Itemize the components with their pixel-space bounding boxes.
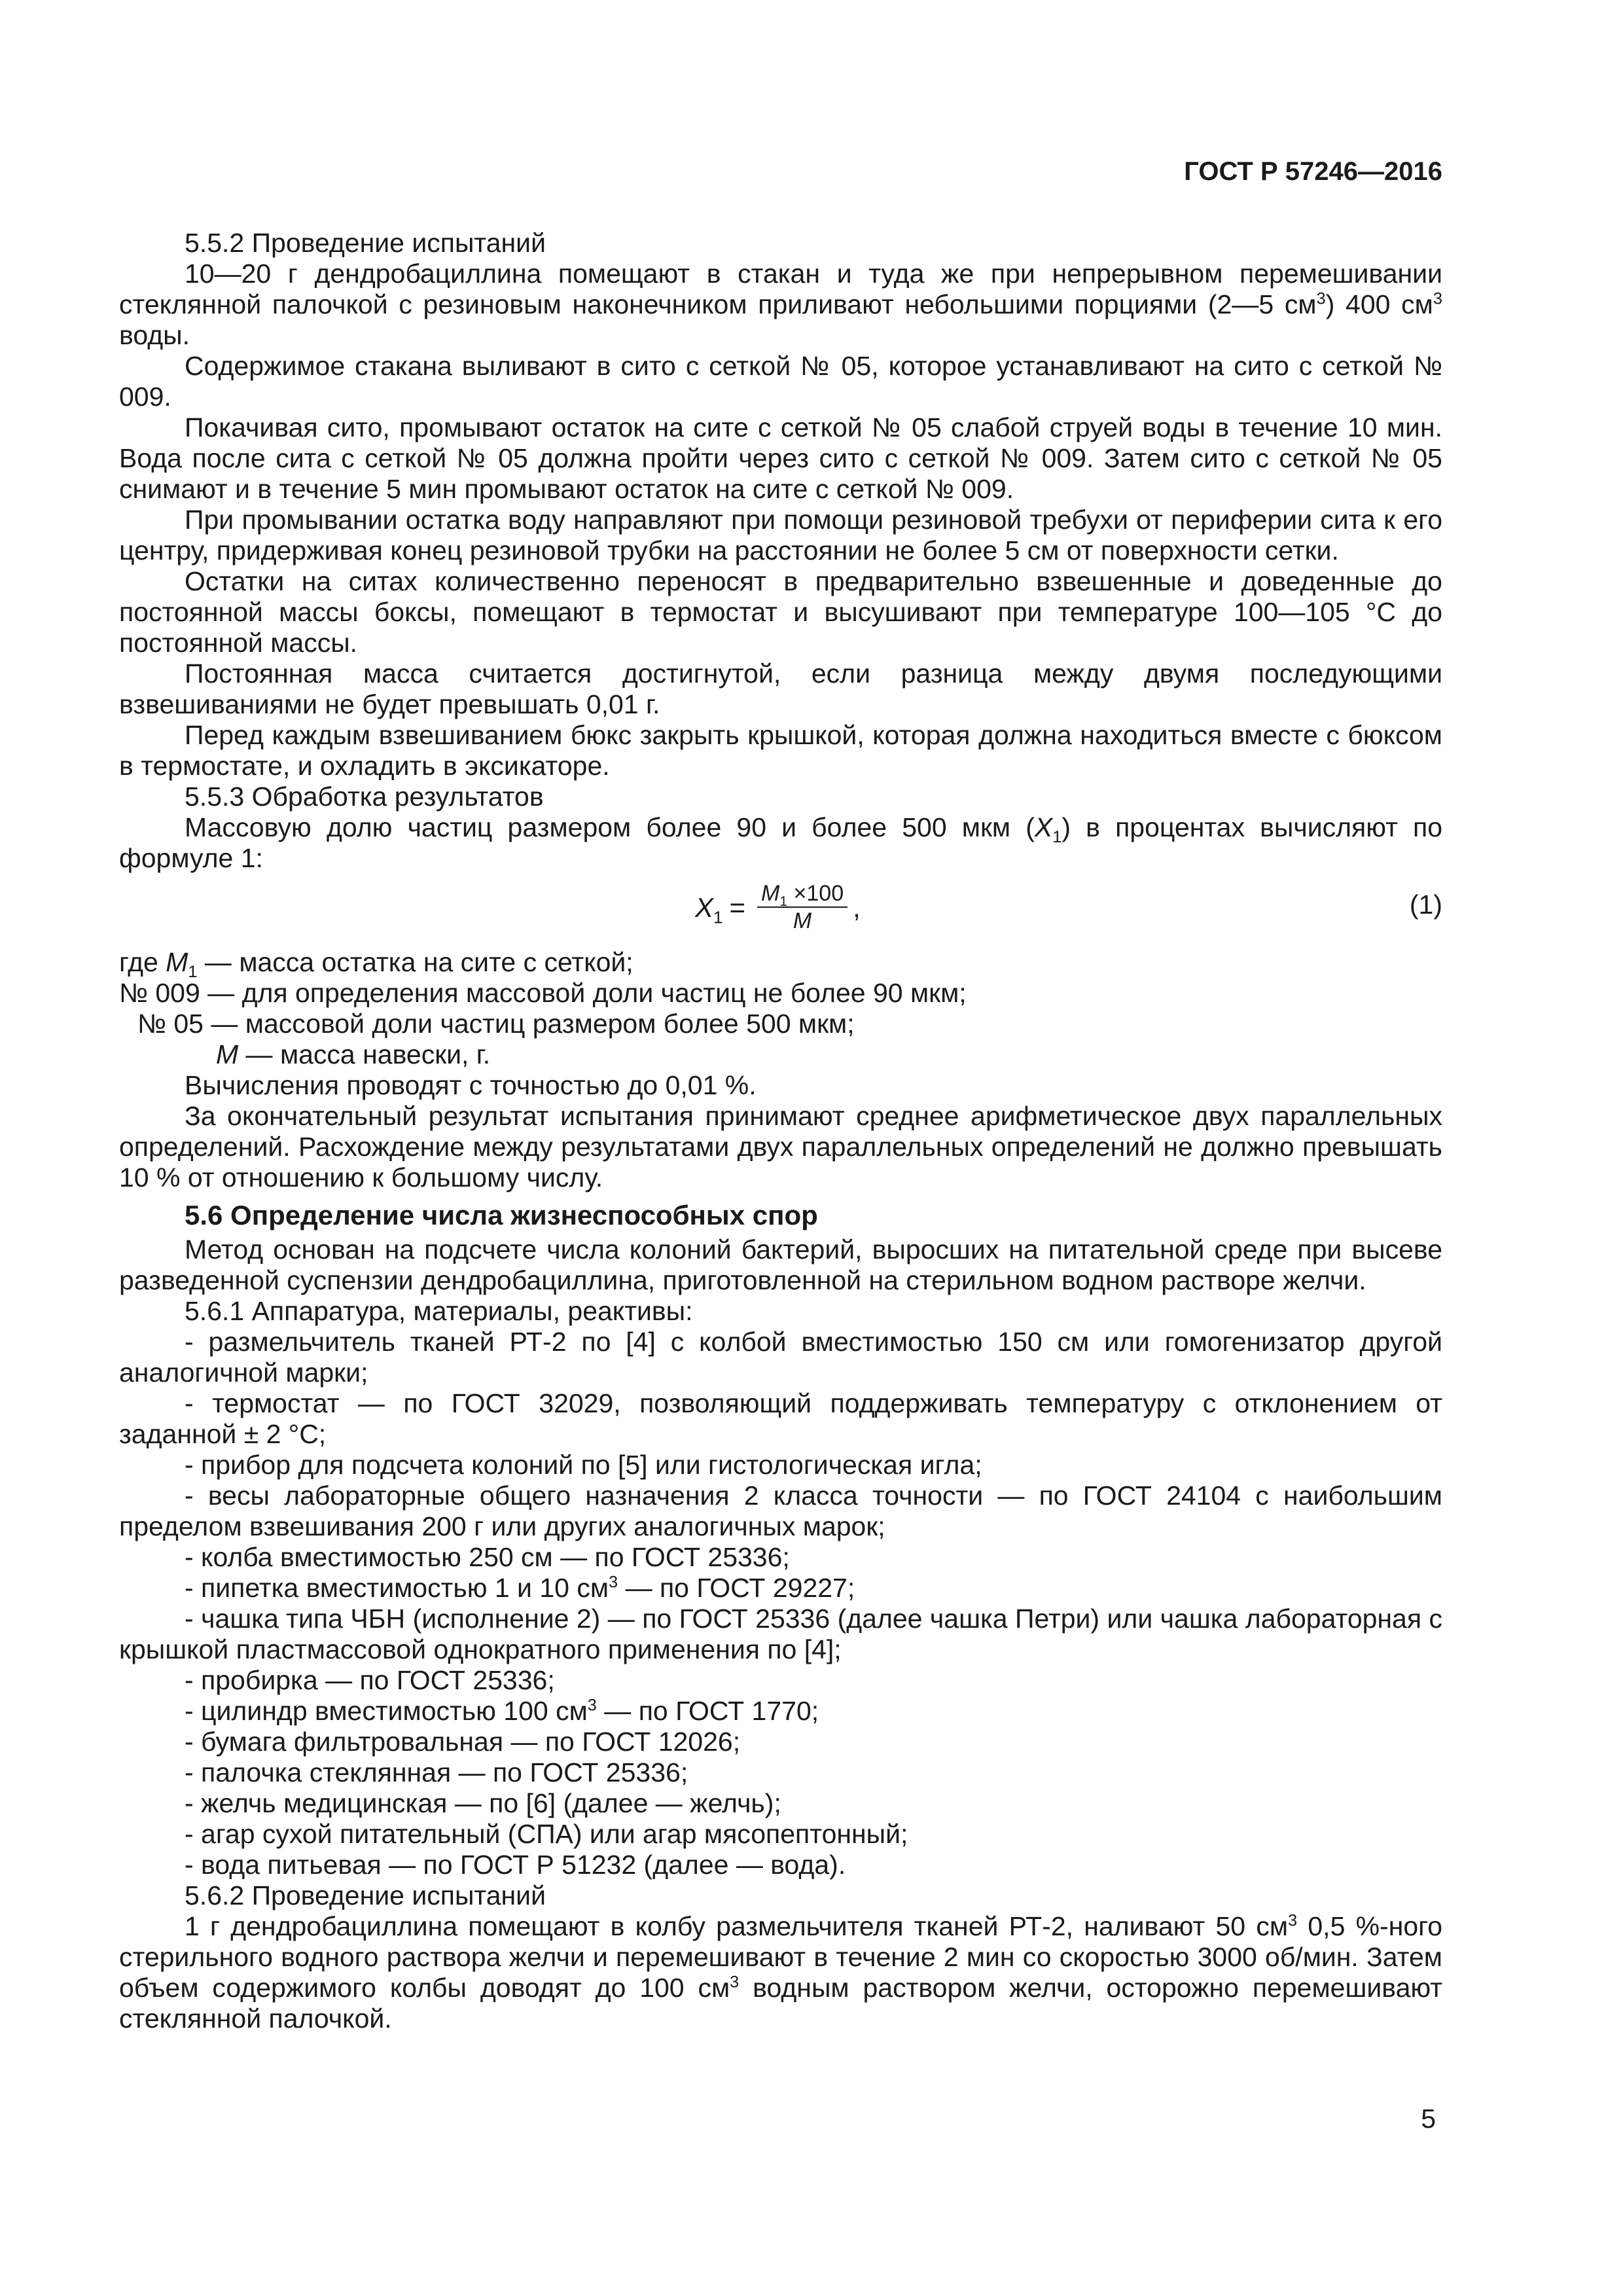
text-run: водным раствором желчи, осторожно перемешивают стеклянной палочкой. [119,1973,1442,2034]
subscript: 1 [1052,828,1062,847]
superscript: 3 [730,1973,740,1992]
text-run: — масса остатка на сите с сеткой; [197,947,633,977]
paragraph: Остатки на ситах количественно переносят в предварительно взвешенные и доведенные до постоянной массы боксы, помещают в термостат и высушивают при температуре 100—105 °С до постоянной массы. [119,566,1442,658]
paragraph: За окончательный результат испытания принимают среднее арифметическое двух параллельных определений. Расхождение между результатами двух параллельных определений не должно превышать 10 % от отношению к большому числу. [119,1101,1442,1193]
document-code-header: ГОСТ Р 57246—2016 [1184,157,1442,186]
formula-block [119,876,1442,944]
text-run [119,1039,490,1069]
variable: X [695,891,714,923]
list-item [119,1696,1442,1727]
text-run: — по ГОСТ 29227; [618,1573,855,1603]
paragraph: Вычисления проводят с точностью до 0,01 %. [185,1070,757,1100]
list-item: - пробирка — по ГОСТ 25336; [185,1665,555,1695]
subsection-title-5-5-2: 5.5.2 Проведение испытаний [185,228,546,258]
list-item: - размельчитель тканей РТ-2 по [4] с колбой вместимостью 150 см или гомогенизатор другой аналогичной марки; [119,1327,1442,1388]
subsection-title-5-6-2: 5.6.2 Проведение испытаний [185,1880,546,1910]
legend-line [119,1039,1442,1070]
list-item: - прибор для подсчета колоний по [5] или гистологическая игла; [185,1450,982,1480]
list-item: - колба вместимостью 250 см — по ГОСТ 25336; [185,1542,790,1572]
page-number: 5 [1421,2104,1436,2134]
list-item: - агар сухой питательный (СПА) или агар мясопептонный; [185,1819,908,1849]
equation-number: (1) [1409,889,1442,920]
fraction [757,880,847,934]
text-run: где [119,947,166,977]
superscript: 3 [1433,289,1442,308]
page-body [119,228,1442,2034]
variable: M [793,908,812,933]
superscript: 3 [609,1573,618,1592]
list-item: - бумага фильтровальная — по ГОСТ 12026; [185,1727,741,1757]
legend-line [119,1009,1442,1039]
list-item: - желчь медицинская — по [6] (далее — желчь); [185,1788,781,1818]
list-item: - вода питьевая — по ГОСТ Р 51232 (далее — вода). [185,1850,846,1880]
text-run: - пипетка вместимостью 1 и 10 см [185,1573,609,1603]
list-item: - чашка типа ЧБН (исполнение 2) — по ГОСТ 25336 (далее чашка Петри) или чашка лабораторная с крышкой пластмассовой однократного применения по [4]; [119,1604,1442,1664]
paragraph [119,812,1442,874]
text-run: 10—20 г дендробациллина помещают в стакан и туда же при непрерывном перемешивании стеклянной палочкой с резиновым наконечником приливают небольшими порциями (2—5 см [119,259,1442,319]
paragraph: При промывании остатка воду направляют при помощи резиновой требухи от периферии сита к его центру, придерживая конец резиновой трубки на расстоянии не более 5 см от поверхности сетки. [119,505,1442,565]
paragraph: Перед каждым взвешиванием бюкс закрыть крышкой, которая должна находиться вместе с бюксом в термостате, и охладить в эксикаторе. [119,720,1442,781]
subscript: 1 [188,963,198,982]
fraction-denominator [793,908,812,934]
superscript: 3 [1288,1911,1298,1930]
text-run: 0,5 %-ного стерильного водного раствора желчи и перемешивают в течение 2 мин со скоростью 3000 об/мин. Затем объем содержимого колбы доводят до 100 см [119,1911,1443,2003]
subsection-title-5-5-3: 5.5.3 Обработка результатов [185,781,544,812]
text-run: — по ГОСТ 1770; [596,1696,819,1726]
paragraph: Метод основан на подсчете числа колоний бактерий, выросших на питательной среде при высеве разведенной суспензии дендробациллина, приготовленной на стерильном водном растворе желчи. [119,1234,1442,1295]
text-run: Массовую долю частиц размером более 90 и более 500 мкм ( [185,812,1035,842]
list-item: - термостат — по ГОСТ 32029, позволяющий поддерживать температуру с отклонением от заданной ± 2 °С; [119,1388,1442,1449]
list-item: - весы лабораторные общего назначения 2 класса точности — по ГОСТ 24104 с наибольшим пределом взвешивания 200 г или других аналогичных марок; [119,1480,1442,1541]
text-run: ) 400 см [1325,289,1433,319]
formula [695,880,861,934]
variable: M [216,1039,239,1069]
text-run: - цилиндр вместимостью 100 см [185,1696,588,1726]
legend-line: № 009 — для определения массовой доли частиц не более 90 мкм; [119,978,967,1008]
superscript: 3 [1316,289,1326,308]
paragraph [119,1911,1442,2034]
subscript: 1 [713,906,723,927]
paragraph [119,259,1442,351]
text-run: № 05 — массовой доли частиц размером более 500 мкм; [137,1009,855,1039]
formula-comma: , [853,891,861,923]
formula-lhs [695,891,723,927]
text-run: 1 г дендробациллина помещают в колбу размельчителя тканей РТ-2, наливают 50 см [185,1911,1289,1941]
list-item: - палочка стеклянная — по ГОСТ 25336; [185,1757,688,1787]
variable: M [166,947,188,977]
text-run: ) в процентах вычисляют по формуле 1: [119,812,1442,873]
text-run: — масса навески, г. [238,1039,491,1069]
paragraph: Покачивая сито, промывают остаток на сите с сеткой № 05 слабой струей воды в течение 10 мин. Вода после сита с сеткой № 05 должна пройти через сито с сеткой № 009. Затем сито с сеткой № 05 снимают и в течение 5 мин промывают остаток на сите с сеткой № 009. [119,412,1442,504]
legend-line [119,947,1442,982]
superscript: 3 [587,1696,597,1715]
section-heading-5-6: 5.6 Определение числа жизнеспособных спор [185,1200,818,1230]
subscript: 1 [779,893,788,909]
equals-sign: = [729,891,746,923]
paragraph: Содержимое стакана выливают в сито с сеткой № 05, которое устанавливают на сито с сеткой № 009. [119,351,1442,412]
variable: M [761,881,780,906]
variable: X [1034,812,1053,842]
paragraph: Постоянная масса считается достигнутой, если разница между двумя последующими взвешиваниями не будет превышать 0,01 г. [119,658,1442,719]
subsection-title-5-6-1: 5.6.1 Аппаратура, материалы, реактивы: [185,1296,693,1326]
text-run: воды. [119,320,190,350]
list-item [119,1573,1442,1604]
text-run: ×100 [787,881,844,906]
fraction-numerator [757,880,847,908]
